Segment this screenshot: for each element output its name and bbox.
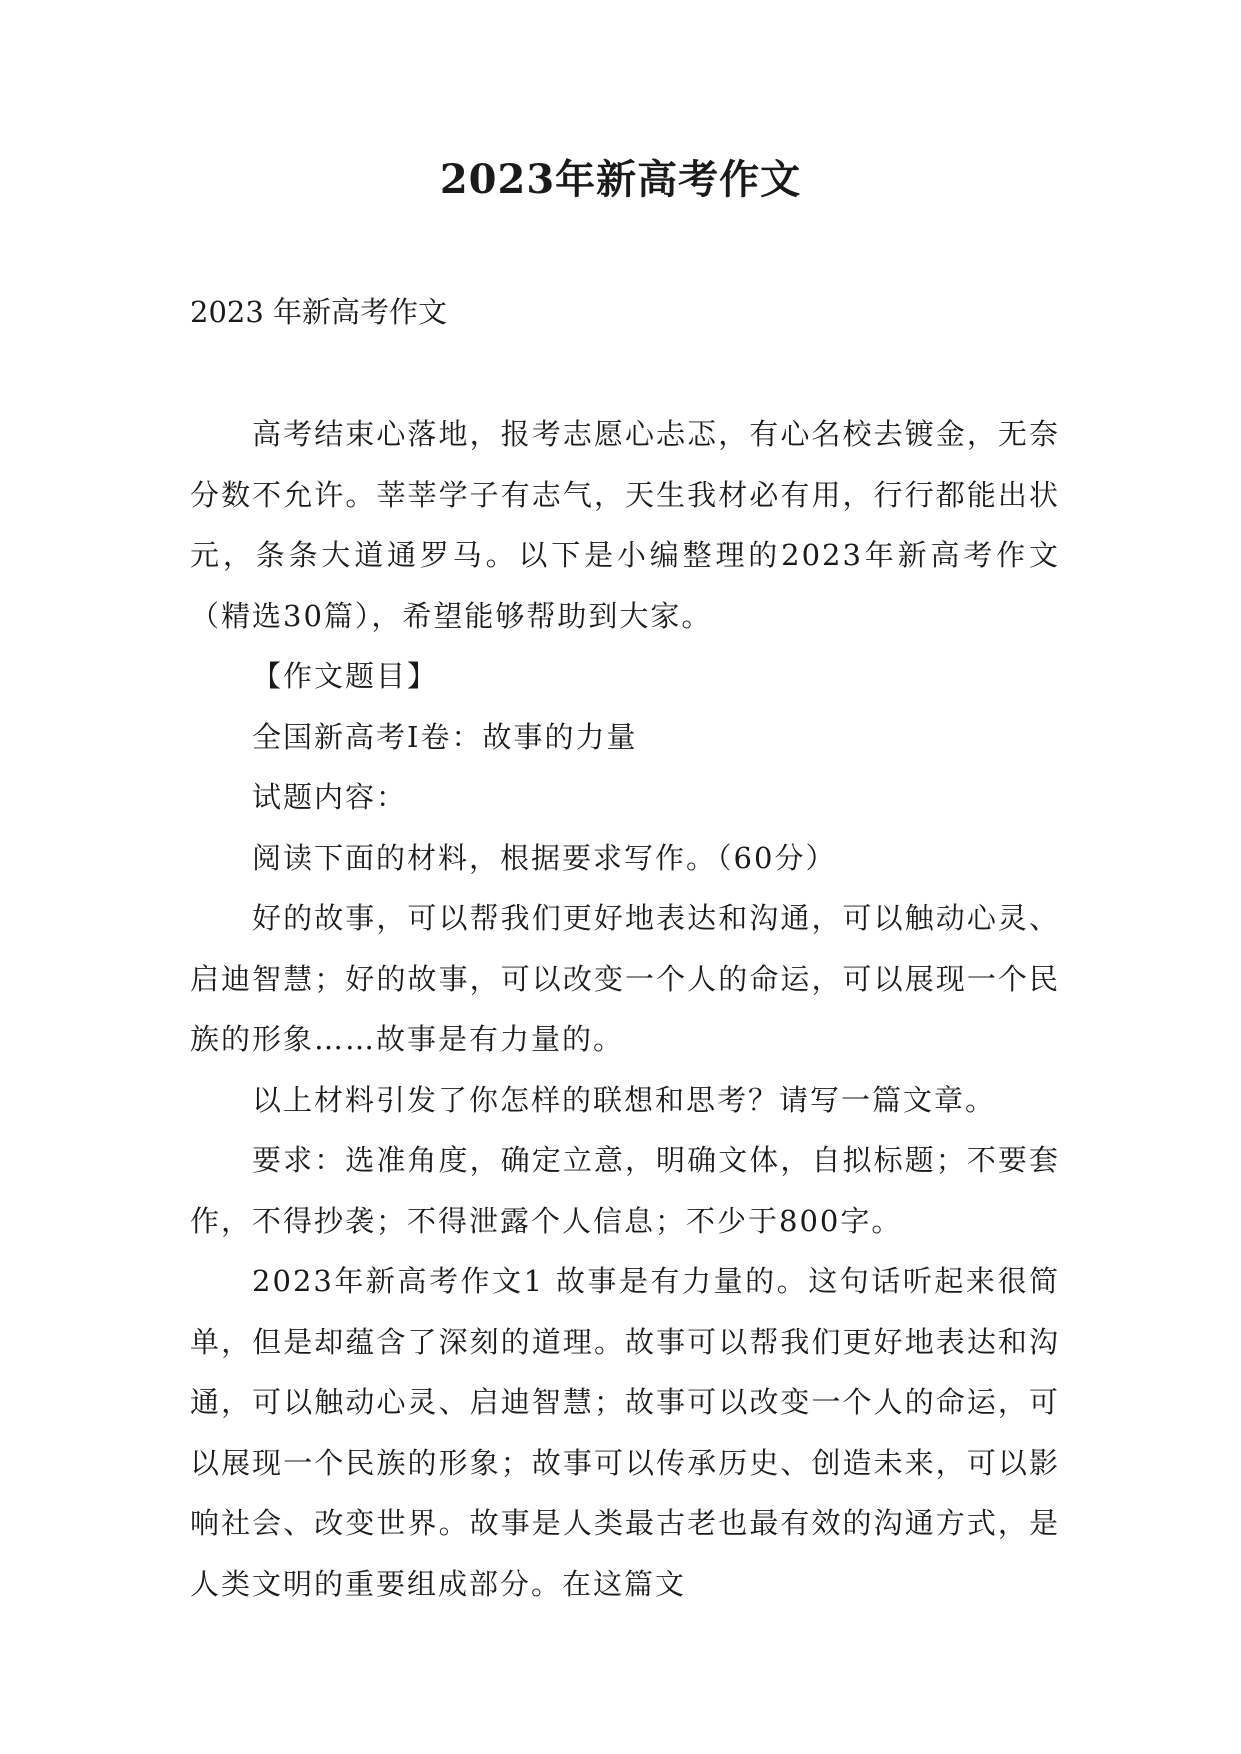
essay-paragraph: 2023年新高考作文1 故事是有力量的。这句话听起来很简单，但是却蕴含了深刻的道理。故事可以帮我们更好地表达和沟通，可以触动心灵、启迪智慧；故事可以改变一个人的命运，可以展现一个民族的形象；故事可以传承历史、创造未来，可以影响社会、改变世界。故事是人类最古老也最有效的沟通方式，是人类文明的重要组成部分。在这篇文 [190,1264,1060,1601]
prompt-paragraph: 以上材料引发了你怎样的联想和思考？请写一篇文章。 [252,1082,997,1117]
intro-paragraph: 高考结束心落地，报考志愿心忐忑，有心名校去镀金，无奈分数不允许。莘莘学子有志气，天生我材必有用，行行都能出状元，条条大道通罗马。以下是小编整理的2023年新高考作文（精选30篇），希望能够帮助到大家。 [190,417,1060,633]
question-label: 试题内容： [252,780,408,814]
exam-topic: 全国新高考Ⅰ卷：故事的力量 [252,719,638,754]
document-title: 2023年新高考作文 [439,156,802,203]
document-subtitle: 2023 年新高考作文 [190,295,448,329]
question-instruction: 阅读下面的材料，根据要求写作。（60分） [252,840,837,875]
requirements-paragraph: 要求：选准角度，确定立意，明确文体，自拟标题；不要套作，不得抄袭；不得泄露个人信息；不少于800字。 [190,1143,1060,1238]
section-heading: 【作文题目】 [252,659,439,693]
document-body [190,404,1060,1614]
material-paragraph: 好的故事，可以帮我们更好地表达和沟通，可以触动心灵、启迪智慧；好的故事，可以改变一个人的命运，可以展现一个民族的形象……故事是有力量的。 [190,901,1060,1056]
